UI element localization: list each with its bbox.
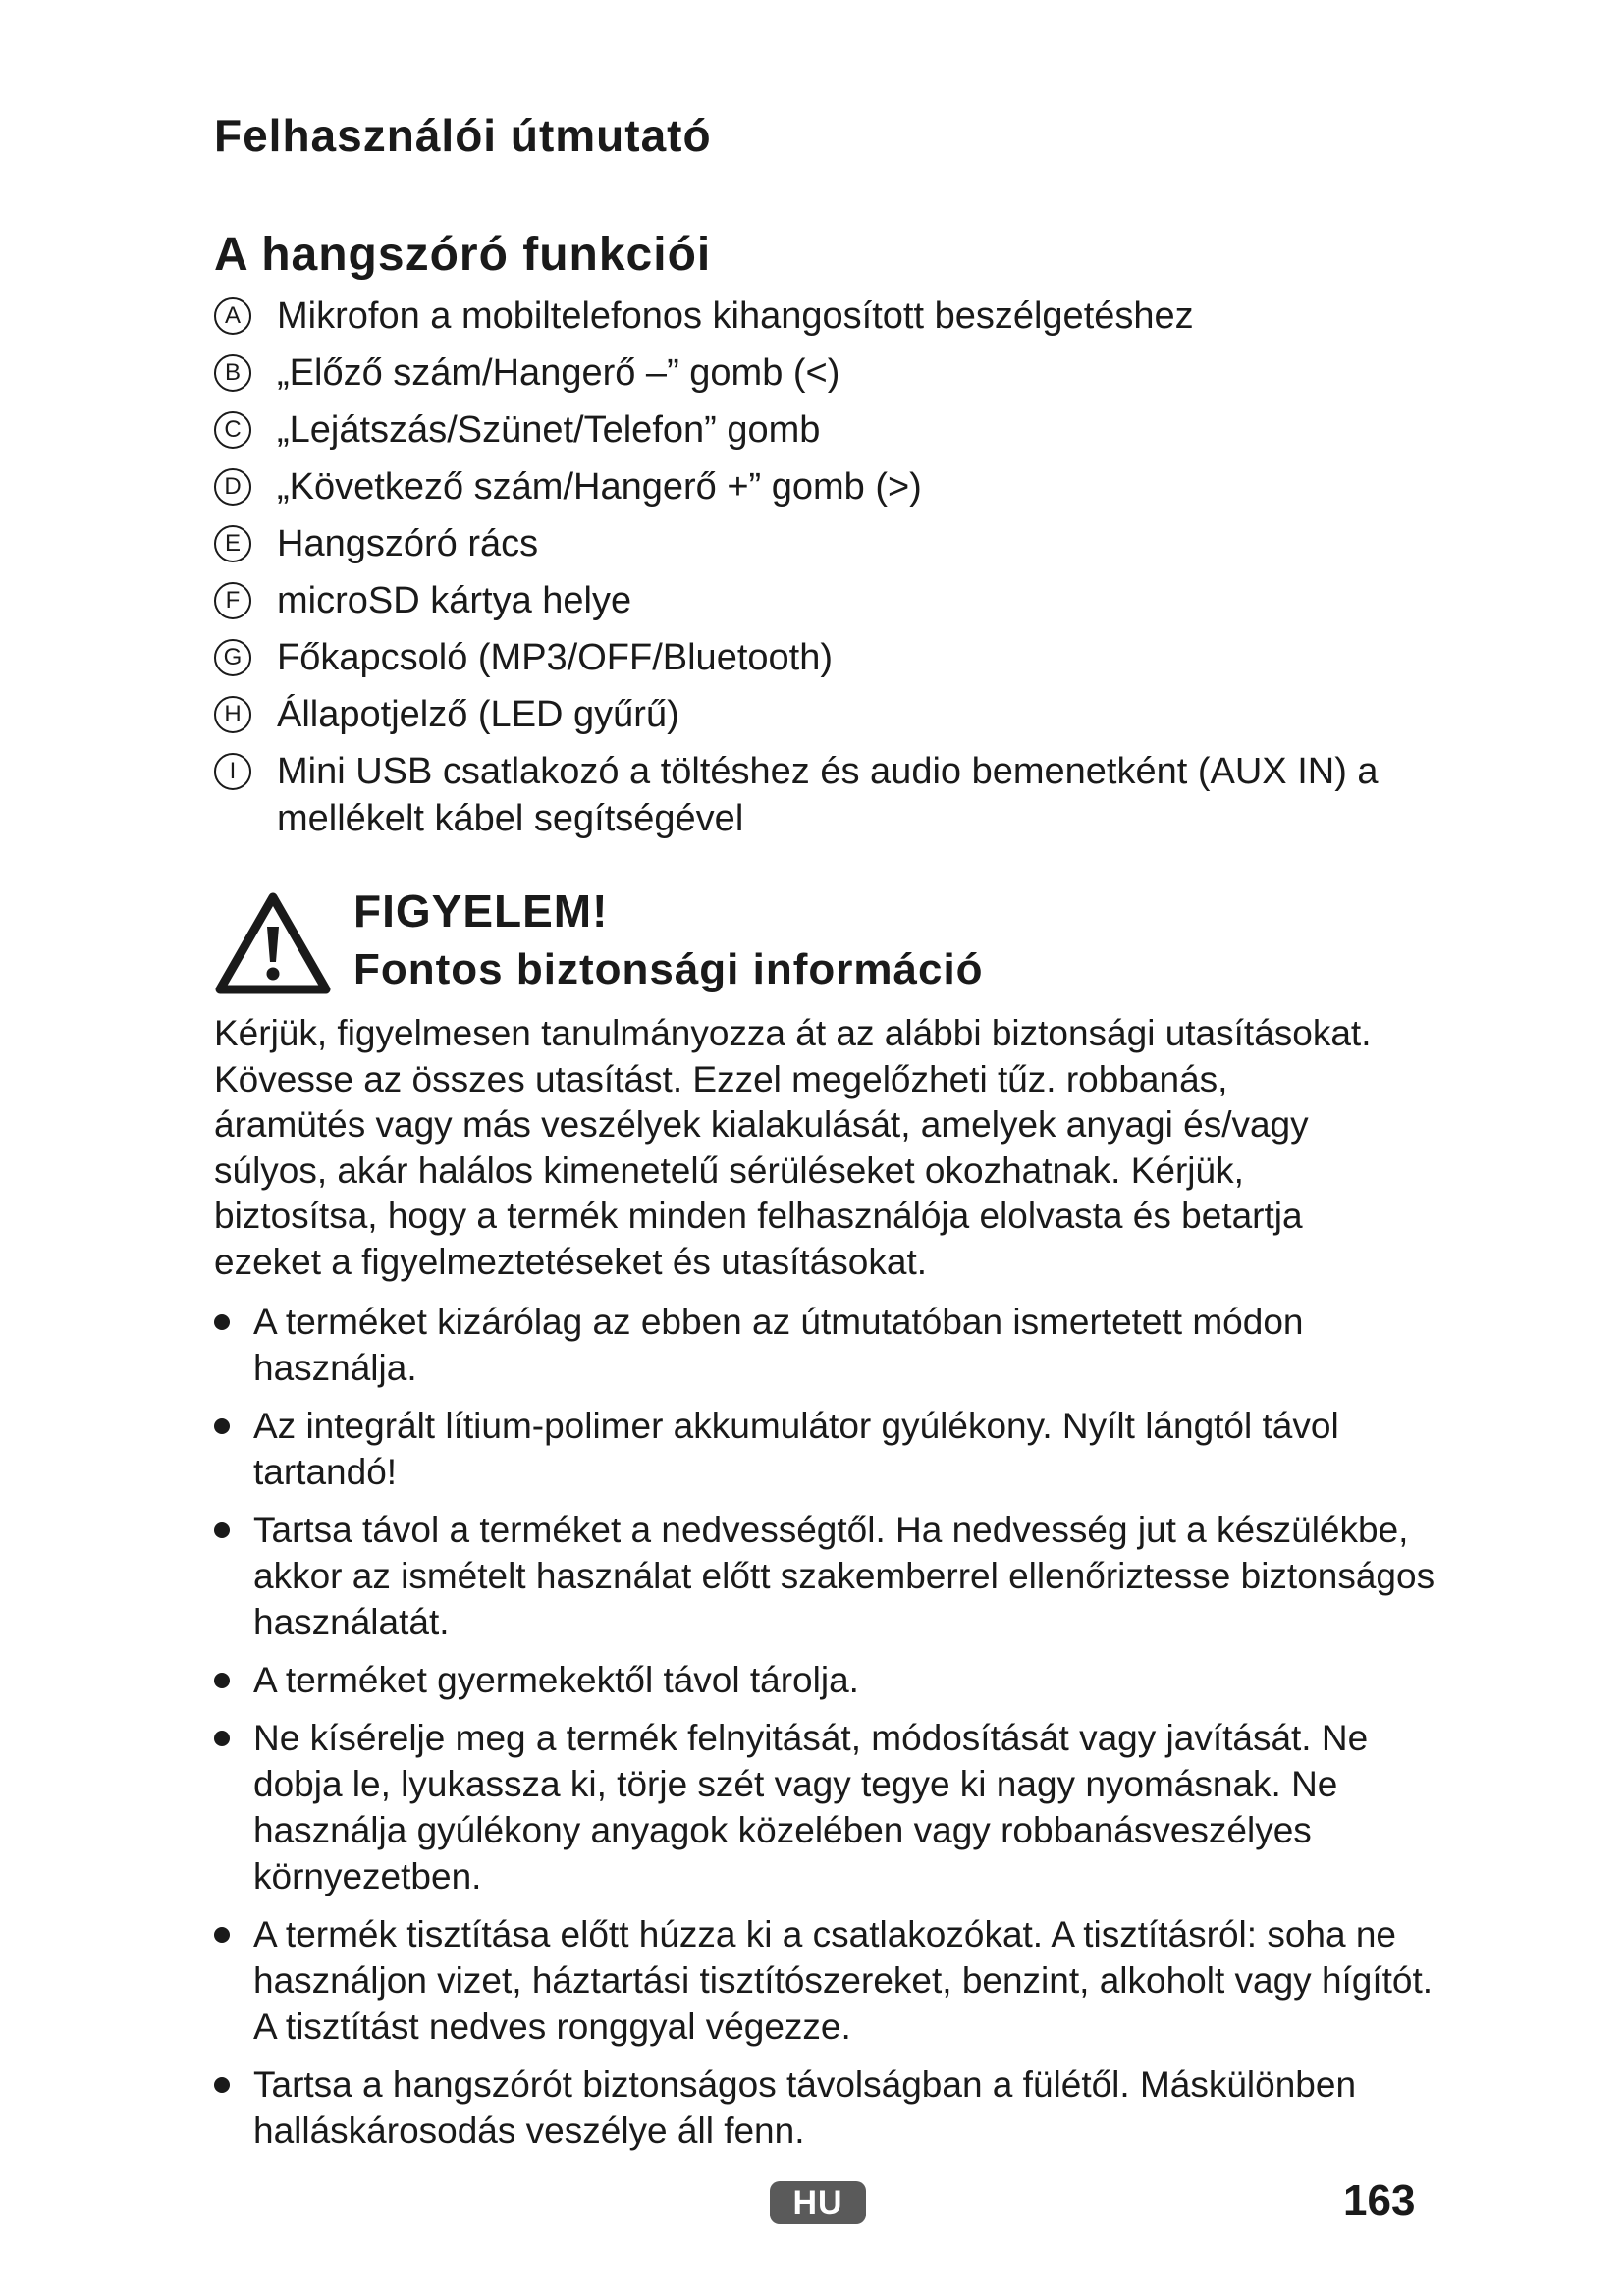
list-item <box>214 1299 1441 1391</box>
function-text: Állapotjelző (LED gyűrű) <box>277 694 679 735</box>
bullet-icon <box>214 1927 230 1943</box>
function-item-h <box>214 691 1432 738</box>
bullet-icon <box>214 1418 230 1434</box>
safety-bullet-list <box>214 1299 1435 2154</box>
function-item-c <box>214 406 1432 454</box>
list-item <box>214 1715 1441 1899</box>
warning-title: FIGYELEM! <box>353 885 609 936</box>
warning-header <box>214 881 1432 999</box>
safety-intro-paragraph: Kérjük, figyelmesen tanulmányozza át az alábbi biztonsági utasításokat. Kövesse az összes utasítást. Ezzel megelőzheti tűz. robbanás, áramütés vagy más veszélyek kialakulását, amelyek anyagi és/vagy súlyos, akár halálos kimenetelű sérüléseket okozhatnak. Kérjük, biztosítsa, hogy a termék minden felhasználója elolvasta és betartja ezeket a figyelmeztetéseket és utasításokat. <box>214 1013 1372 1282</box>
circled-letter-e-icon: E <box>214 525 251 562</box>
function-text: Mini USB csatlakozó a töltéshez és audio bemenetként (AUX IN) a mellékelt kábel segítségével <box>277 751 1379 839</box>
warning-triangle-icon <box>214 889 332 997</box>
warning-subtitle: Fontos biztonsági információ <box>353 945 984 993</box>
function-text: Mikrofon a mobiltelefonos kihangosított beszélgetéshez <box>277 295 1194 337</box>
function-text: „Előző szám/Hangerő –” gomb (<) <box>277 352 840 394</box>
bullet-text: Az integrált lítium-polimer akkumulátor gyúlékony. Nyílt lángtól távol tartandó! <box>253 1406 1339 1492</box>
circled-letter-b-icon: B <box>214 354 251 392</box>
bullet-icon <box>214 1522 230 1538</box>
function-text: Főkapcsoló (MP3/OFF/Bluetooth) <box>277 637 833 678</box>
bullet-text: A terméket gyermekektől távol tárolja. <box>253 1660 859 1700</box>
function-item-d <box>214 463 1432 510</box>
bullet-text: Tartsa a hangszórót biztonságos távolságban a fülétől. Máskülönben halláskárosodás veszélye áll fenn. <box>253 2064 1357 2151</box>
bullet-text: Ne kísérelje meg a termék felnyitását, módosítását vagy javítását. Ne dobja le, lyukassza ki, törje szét vagy tegye ki nagy nyomásnak. Ne használja gyúlékony anyagok közelében vagy robbanásveszélyes környezetben. <box>253 1718 1369 1896</box>
bullet-text: A terméket kizárólag az ebben az útmutatóban ismertetett módon használja. <box>253 1302 1304 1388</box>
circled-letter-c-icon: C <box>214 411 251 449</box>
manual-page <box>214 98 1435 2165</box>
bullet-icon <box>214 2077 230 2093</box>
list-item <box>214 1507 1441 1645</box>
circled-letter-h-icon: H <box>214 696 251 733</box>
function-item-b <box>214 349 1432 397</box>
function-item-a <box>214 293 1432 340</box>
functions-list <box>214 293 1432 842</box>
functions-heading: A hangszóró funkciói <box>214 229 712 281</box>
document-title: Felhasználói útmutató <box>214 110 712 161</box>
circled-letter-i-icon: I <box>214 753 251 790</box>
bullet-text: A termék tisztítása előtt húzza ki a csatlakozókat. A tisztításról: soha ne használjon vizet, háztartási tisztítószereket, benzint, alkoholt vagy hígítót. A tisztítást nedves ronggyal végezze. <box>253 1914 1434 2047</box>
circled-letter-a-icon: A <box>214 297 251 335</box>
bullet-text: Tartsa távol a terméket a nedvességtől. Ha nedvesség jut a készülékbe, akkor az ismételt használat előtt szakemberrel ellenőriztesse biztonságos használatát. <box>253 1510 1435 1642</box>
bullet-icon <box>214 1314 230 1330</box>
function-item-e <box>214 520 1432 567</box>
warning-headings <box>353 881 1432 999</box>
bullet-icon <box>214 1673 230 1688</box>
circled-letter-g-icon: G <box>214 639 251 676</box>
list-item <box>214 1403 1441 1495</box>
circled-letter-d-icon: D <box>214 468 251 506</box>
list-item <box>214 1657 1441 1703</box>
bullet-icon <box>214 1731 230 1746</box>
function-text: „Lejátszás/Szünet/Telefon” gomb <box>277 409 821 451</box>
list-item <box>214 1911 1441 2050</box>
language-badge: HU <box>770 2181 866 2224</box>
page-number: 163 <box>1343 2176 1416 2224</box>
function-item-g <box>214 634 1432 681</box>
function-text: „Következő szám/Hangerő +” gomb (>) <box>277 466 922 507</box>
function-item-i <box>214 748 1432 842</box>
function-item-f <box>214 577 1432 624</box>
list-item <box>214 2061 1441 2154</box>
function-text: Hangszóró rács <box>277 523 539 564</box>
function-text: microSD kártya helye <box>277 580 632 621</box>
circled-letter-f-icon: F <box>214 582 251 619</box>
